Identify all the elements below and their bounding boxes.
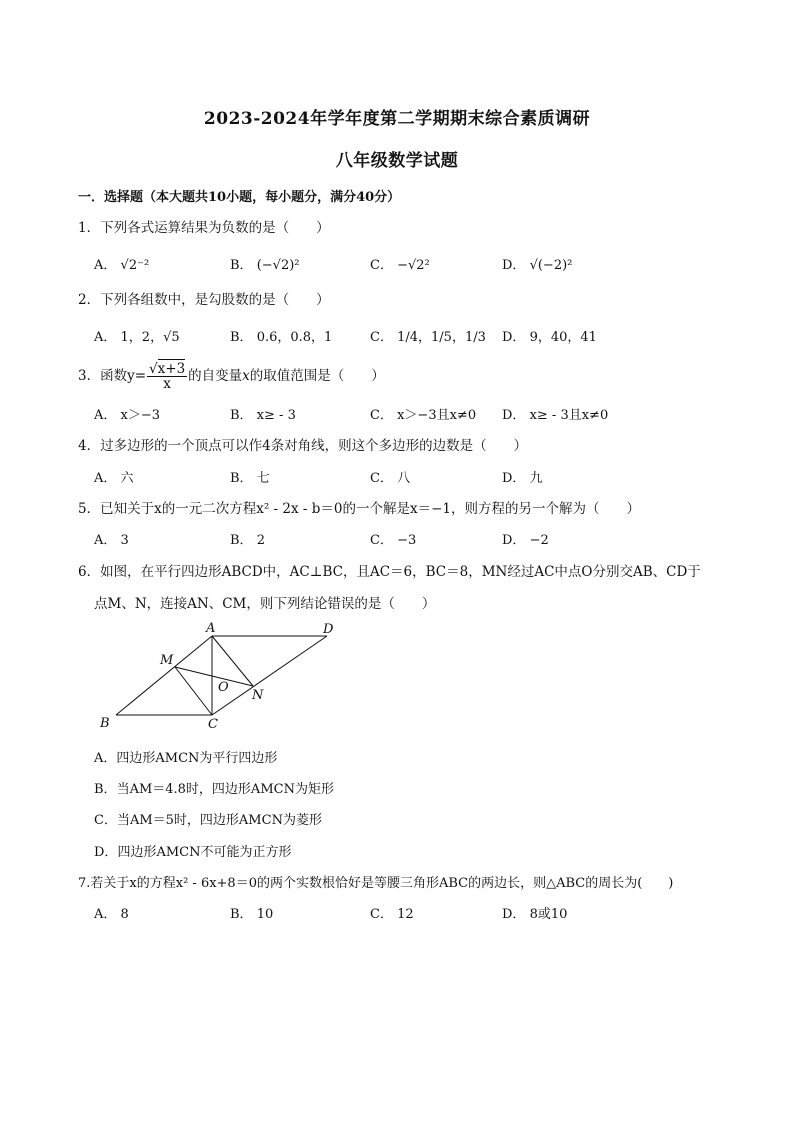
segment-ab: [116, 636, 212, 715]
question-6-number: 6．: [78, 564, 101, 580]
question-7: [78, 872, 673, 891]
question-4: [78, 434, 527, 454]
question-1-number: 1．: [78, 220, 101, 236]
question-7-stem: 若关于x的方程x² - 6x+8＝0的两个实数根恰好是等腰三角形ABC的两边长，则△ABC的周长为( ): [90, 876, 674, 891]
question-2-stem: 下列各组数中，是勾股数的是（ ）: [100, 292, 330, 308]
question-3: 3．函数y= $\frac{√x+3}{x}$ 的自变量x的取值范围是（ ）: [78, 361, 385, 392]
exam-subtitle: 八年级数学试题: [335, 151, 459, 171]
label-b: B: [100, 716, 110, 731]
question-1: [78, 216, 330, 236]
label-c: C: [208, 717, 218, 732]
q1-option-d[interactable]: D． √(−2)²: [502, 258, 573, 273]
question-4-stem: 过多边形的一个顶点可以作4条对角线，则这个多边形的边数是（ ）: [100, 438, 528, 454]
function-fraction: $\frac{√x+3}{x}$: [149, 361, 186, 392]
q3-option-c[interactable]: C． x＞−3且x≠0: [370, 408, 477, 423]
label-m: M: [160, 653, 174, 668]
q7-option-c[interactable]: C． 12: [370, 907, 414, 922]
parallelogram-diagram: [96, 618, 346, 736]
question-6-line-1: 6．如图，在平行四边形ABCD中，AC⊥BC，且AC＝6，BC＝8，MN经过AC中点O分别交AB、CD于: [78, 564, 701, 580]
q6-option-d[interactable]: D．四边形AMCN不可能为正方形: [94, 845, 292, 860]
q1-option-c[interactable]: C． −√2²: [370, 258, 430, 273]
q2-option-c[interactable]: C． 1/4，1/5，1/3: [370, 330, 486, 345]
section-heading: 一．选择题（本大题共10小题，每小题分，满分40分）: [78, 190, 401, 205]
q6-option-b[interactable]: B．当AM＝4.8时，四边形AMCN为矩形: [94, 782, 334, 797]
q5-option-d[interactable]: D． −2: [502, 533, 549, 548]
exam-title: 2023-2024年学年度第二学期期末综合素质调研: [203, 109, 591, 129]
q1-option-a[interactable]: A． √2⁻²: [94, 258, 150, 273]
question-5: [78, 497, 640, 517]
segment-mn: [175, 667, 253, 686]
q2-option-a[interactable]: A． 1，2，√5: [94, 330, 180, 345]
function-lhs: y=: [127, 368, 147, 384]
question-2-number: 2．: [78, 292, 101, 308]
q5-option-b[interactable]: B． 2: [230, 533, 265, 548]
question-6-line-2: 点M、N，连接AN、CM，则下列结论错误的是（ ）: [94, 596, 436, 612]
q3-option-b[interactable]: B． x≥ - 3: [230, 408, 296, 423]
question-7-number: 7.: [78, 876, 91, 891]
label-o: O: [218, 680, 229, 695]
q2-option-b[interactable]: B． 0.6，0.8，1: [230, 330, 333, 345]
question-3-number: 3．: [78, 368, 101, 384]
label-a: A: [206, 621, 216, 636]
question-5-number: 5．: [78, 501, 101, 517]
q6-option-a[interactable]: A．四边形AMCN为平行四边形: [94, 751, 278, 766]
question-2: [78, 288, 330, 308]
question-5-stem: 已知关于x的一元二次方程x² - 2x - b＝0的一个解是x＝−1，则方程的另一个解为（ ）: [100, 501, 640, 517]
q4-option-a[interactable]: A． 六: [94, 471, 134, 486]
q4-option-d[interactable]: D． 九: [502, 471, 543, 486]
label-n: N: [252, 688, 264, 703]
q6-option-c[interactable]: C．当AM＝5时，四边形AMCN为菱形: [94, 813, 322, 828]
segment-an: [212, 636, 253, 686]
parallelogram-figure: [96, 618, 346, 736]
q5-option-c[interactable]: C． −3: [370, 533, 417, 548]
q2-option-d[interactable]: D． 9，40，41: [502, 330, 597, 345]
q1-option-b[interactable]: B． (−√2)²: [230, 258, 300, 273]
q5-option-a[interactable]: A． 3: [94, 533, 129, 548]
q3-option-d[interactable]: D． x≥ - 3且x≠0: [502, 408, 609, 423]
label-d: D: [323, 622, 334, 637]
question-4-number: 4．: [78, 438, 101, 454]
q3-option-a[interactable]: A． x＞−3: [94, 408, 161, 423]
q4-option-c[interactable]: C． 八: [370, 471, 411, 486]
segment-cd: [212, 636, 327, 715]
question-1-stem: 下列各式运算结果为负数的是（ ）: [100, 220, 330, 236]
q7-option-d[interactable]: D． 8或10: [502, 907, 568, 922]
q7-option-b[interactable]: B． 10: [230, 907, 274, 922]
q7-option-a[interactable]: A． 8: [94, 907, 129, 922]
q4-option-b[interactable]: B． 七: [230, 471, 270, 486]
